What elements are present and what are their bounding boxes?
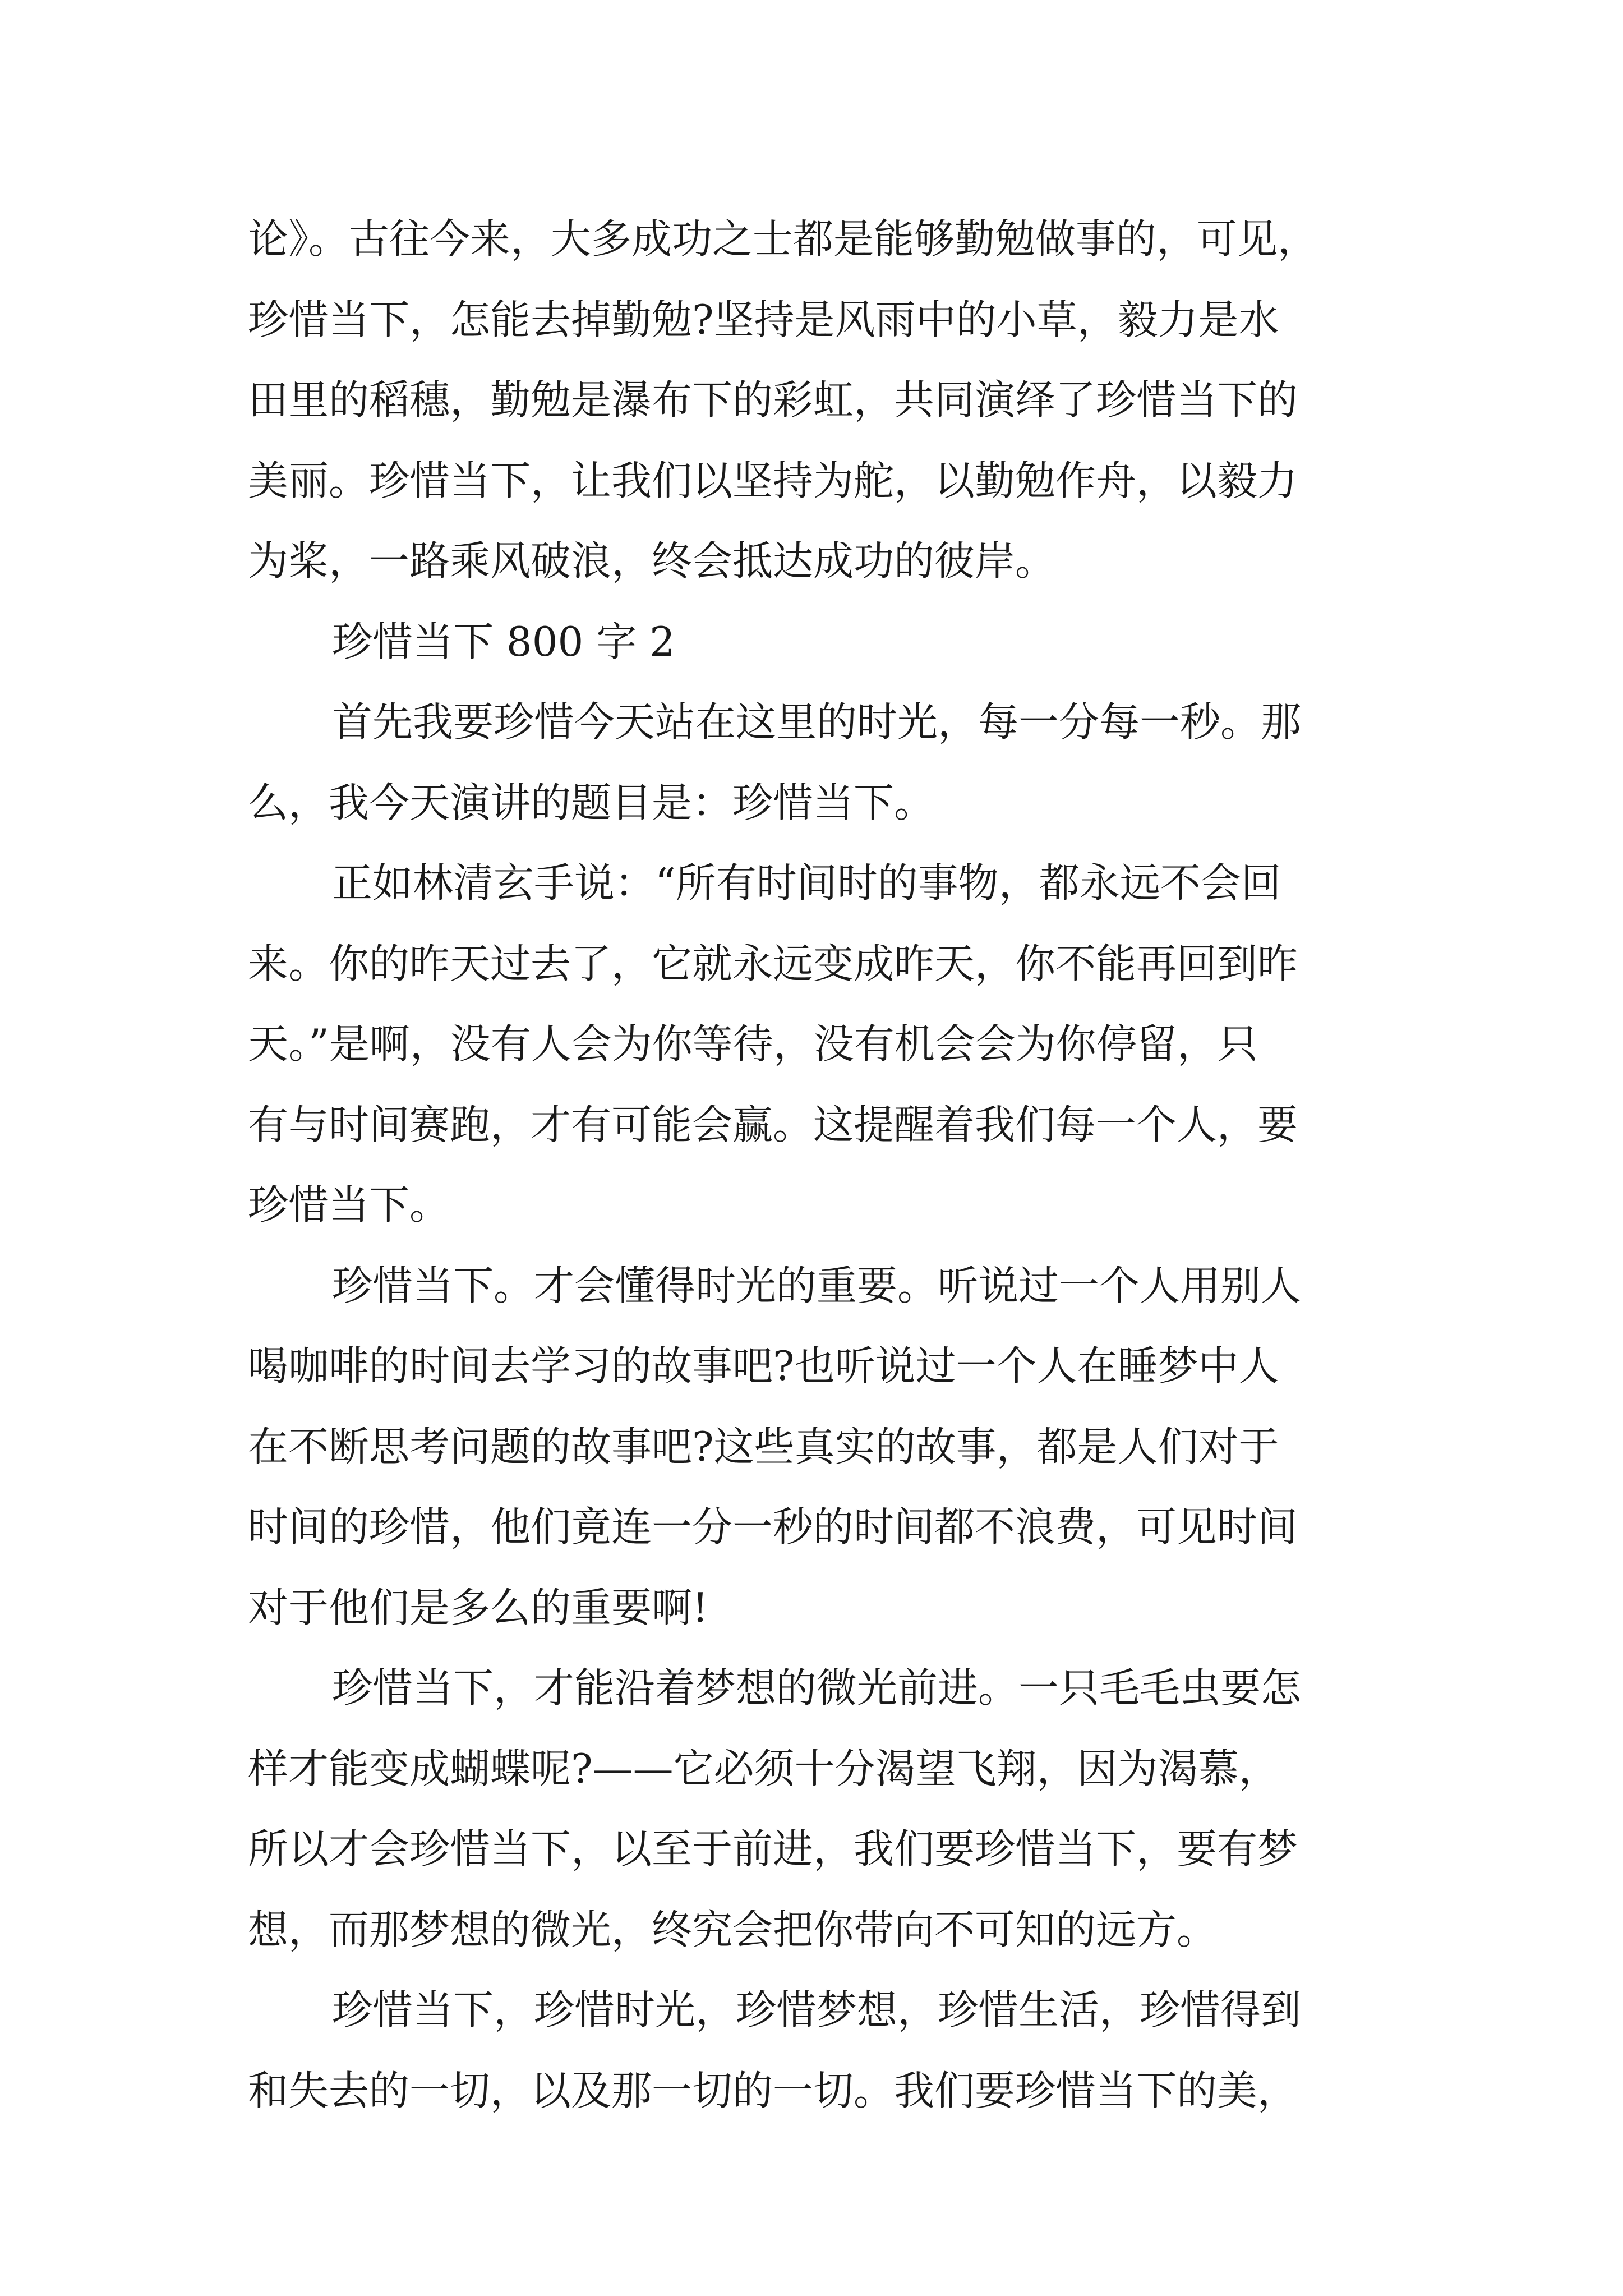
paragraph [248, 1648, 1403, 1970]
text-line: 珍惜当下。才会懂得时光的重要。听说过一个人用别人 [332, 1262, 1302, 1309]
paragraph [248, 1970, 1403, 2131]
text-line: 珍惜当下，才能沿着梦想的微光前进。一只毛毛虫要怎 [332, 1664, 1302, 1711]
text-line: 正如林清玄手说：“所有时间时的事物，都永远不会回 [332, 859, 1281, 907]
text-line: 和失去的一切，以及那一切的一切。我们要珍惜当下的美， [248, 2067, 1298, 2114]
text-line: 美丽。珍惜当下，让我们以坚持为舵，以勤勉作舟，以毅力 [248, 457, 1298, 504]
text-line: 在不断思考问题的故事吧?这些真实的故事，都是人们对于 [248, 1423, 1279, 1470]
text-line: 论》。古往今来，大多成功之士都是能够勤勉做事的，可见， [248, 215, 1318, 263]
section-heading [248, 602, 1403, 683]
text-line: 为桨，一路乘风破浪，终会抵达成功的彼岸。 [248, 537, 1056, 585]
text-line: 想，而那梦想的微光，终究会把你带向不可知的远方。 [248, 1906, 1218, 1953]
heading-line: 珍惜当下 800 字 2 [332, 618, 675, 665]
text-line: 样才能变成蝴蝶呢?——它必须十分渴望飞翔，因为渴慕， [248, 1745, 1279, 1792]
text-line: 天。”是啊，没有人会为你等待，没有机会会为你停留，只 [248, 1020, 1258, 1068]
text-line: 时间的珍惜，他们竟连一分一秒的时间都不浪费，可见时间 [248, 1503, 1298, 1550]
paragraph [248, 1246, 1403, 1649]
paragraph [248, 843, 1403, 1246]
text-line: 对于他们是多么的重要啊! [248, 1584, 708, 1631]
text-line: 珍惜当下，珍惜时光，珍惜梦想，珍惜生活，珍惜得到 [332, 1986, 1302, 2033]
text-line: 么，我今天演讲的题目是：珍惜当下。 [248, 779, 935, 826]
text-line: 田里的稻穗，勤勉是瀑布下的彩虹，共同演绎了珍惜当下的 [248, 376, 1298, 424]
text-line: 珍惜当下。 [248, 1181, 450, 1228]
paragraph [248, 682, 1403, 843]
text-line: 喝咖啡的时间去学习的故事吧?也听说过一个人在睡梦中人 [248, 1342, 1279, 1389]
text-line: 来。你的昨天过去了，它就永远变成昨天，你不能再回到昨 [248, 940, 1298, 987]
text-line: 珍惜当下，怎能去掉勤勉?坚持是风雨中的小草，毅力是水 [248, 296, 1279, 343]
text-line: 有与时间赛跑，才有可能会赢。这提醒着我们每一个人，要 [248, 1101, 1298, 1148]
text-line: 首先我要珍惜今天站在这里的时光，每一分每一秒。那 [332, 698, 1302, 746]
text-line: 所以才会珍惜当下，以至于前进，我们要珍惜当下，要有梦 [248, 1825, 1298, 1872]
body-text [248, 199, 1403, 2131]
paragraph-continued [248, 199, 1403, 602]
